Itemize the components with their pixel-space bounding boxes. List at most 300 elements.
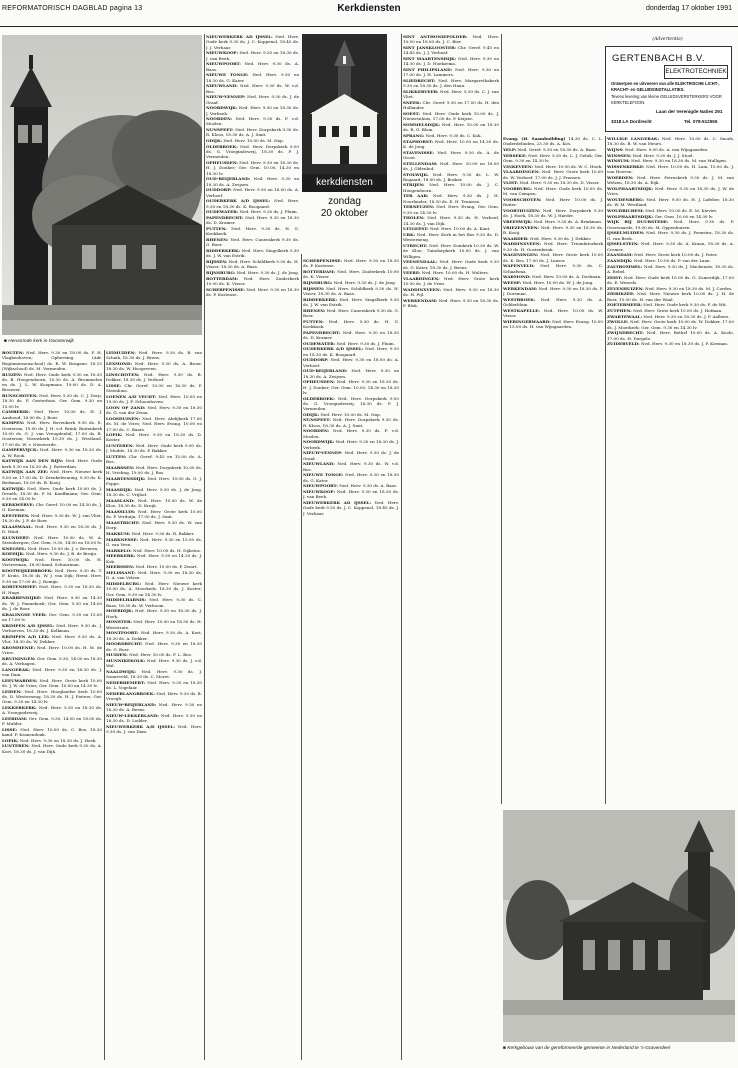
- listing-services: Ned. Herv. 9.30 en 18.30 ds. H. J. Donker; Ger. Gem. 10.00, 14.30 en 18.30 lv.: [303, 379, 399, 395]
- listing-entry: [106, 548, 202, 553]
- listing-entry: [503, 252, 603, 263]
- listing-entry: [403, 276, 499, 287]
- listing-entry: [206, 50, 299, 61]
- listing-place: VEENENDAAL:: [403, 259, 438, 265]
- listing-place: OUDEWATER:: [303, 340, 336, 346]
- listing-place: LOON OP ZAND:: [106, 404, 146, 410]
- listing-place: RHENEN:: [206, 237, 229, 243]
- listing-services: Ned. Herv. 10.00 ds. H. Wolters.: [420, 270, 490, 276]
- listing-place: OUD-BEIJERLAND:: [206, 176, 251, 182]
- listing-services: Ned. Herv. 9.30 ds. J. Dekker.: [528, 235, 592, 241]
- listing-place: MIDDELBURG:: [106, 581, 141, 587]
- listing-place: LEEUWARDEN:: [2, 677, 38, 683]
- listing-services: Ned. Herv. 9.30 ds. A. Kraan, 18.30 ds. A. Cremer.: [607, 241, 734, 252]
- listing-entry: [206, 61, 299, 72]
- listing-services: Ned. Herv. 9.30 ds. J. Sonneveld, 18.30 ds. C. Moret.: [106, 668, 202, 680]
- listing-entry: [303, 472, 399, 483]
- listing-entry: [607, 158, 734, 163]
- listing-place: SCHERPENISSE:: [303, 258, 342, 263]
- listing-services: Ned. Herv. 9.30 en 18.30 ds. J. Hoek.: [106, 608, 202, 619]
- listing-place: NIEUW-BEIJERLAND:: [106, 701, 157, 707]
- listing-services: Ned. Herv. 9.30 en 18.30 ds. H. J. Donker; Ger. Gem. 10.00, 14.30 en 18.30 lv.: [206, 160, 299, 176]
- listing-place: MAKKUM:: [106, 531, 131, 537]
- listing-place: KATWIJK:: [2, 485, 25, 491]
- listing-entry: [106, 465, 202, 476]
- listing-place: BUIZEN:: [2, 371, 23, 377]
- listing-services: Ned. Herv. 9.30 ds. J. B. de Bruijn.: [24, 551, 98, 557]
- listing-place: WINSUM:: [607, 158, 630, 164]
- listing-services: Ned. Herv. 9.30 en 18.30 ds. A. Zwijsen.: [206, 176, 299, 187]
- listing-place: KNEGSEL:: [2, 545, 27, 551]
- listing-services: Ned. Herv. 10.00 ds. J. C. Hoogendoorn.: [403, 182, 499, 193]
- listing-entry: [106, 597, 202, 608]
- listing-entry: [2, 513, 102, 524]
- listing-services: Ned. Herv. 9.30 en 18.30 ds. A. Vroegindeweij.: [2, 704, 102, 716]
- listing-entry: [106, 361, 202, 372]
- listing-services: Ned. Herv. Dorpskerk 9.00 ds. G. Vroegindeweij, 18.30 ds. P. J. Vermeulen.: [206, 143, 299, 160]
- listing-column-5: [503, 136, 603, 804]
- listing-entry: [303, 461, 399, 472]
- listing-services: Ned. Herv. 9.30 ds. R. Bakker.: [130, 531, 195, 537]
- listing-services: Ned. Herv. 10.00 ds. M. Nap.: [319, 411, 382, 417]
- listing-entry: [607, 341, 734, 346]
- listing-place: IJSSELSTEIN:: [607, 241, 639, 247]
- listing-services: Ned. Herv. 10.00 ds. C. Bos, 18.30 kand. P. Kranendonk.: [2, 726, 102, 738]
- listing-services: Ned. Herv. Bethel 10.00 ds. A. Koole, 17.00 ds. H. Dorgelo.: [607, 330, 734, 341]
- listing-services: Ned. Herv. 10.00 en 19.00 ds. J. F. Schoonhoven.: [106, 393, 202, 405]
- listing-services: Ned. Herv. Dorpskerk 9.30 ds. R. Kloos, 18.30 ds. A. J. Smit.: [206, 127, 299, 138]
- listing-place: LEIMUIDEN:: [106, 350, 136, 355]
- listing-place: ZAANDIJK:: [607, 258, 633, 263]
- listing-services: Ned. Herv. Dorpskerk 9.30 ds. J. Hoek, 18.30 ds. W. J. Harder.: [503, 207, 603, 219]
- listing-services: Ned. Herv. 9.30 en 18.30 ds. P. Blok.: [403, 298, 499, 309]
- listing-entry: [106, 713, 202, 724]
- listing-place: LOENEN A/D VECHT:: [106, 393, 157, 399]
- listing-place: SINT PHILIPSLAND:: [403, 66, 453, 72]
- listing-entry: [503, 319, 603, 330]
- listing-services: Ned. Herv. 10.00 ds. C. Snoek, 18.30 ds. B. W. van Meurs.: [607, 136, 734, 147]
- listing-services: Ned. Herv. 9.30 en 17.00 ds. J. H. Lammers.: [403, 66, 499, 78]
- listing-services: Ned. Herv. 9.30 ds. J. de Jong, 18.30 ds. C. Vrijhof.: [106, 487, 202, 498]
- listing-place: ROTTERDAM:: [303, 268, 336, 274]
- listing-entry: [206, 34, 299, 50]
- listing-services: Ned. Herv. 9.30 en 18.30 ds. B. Kooij.: [503, 224, 603, 235]
- listing-place: KESTEREN:: [2, 512, 30, 518]
- listing-place: NIEUWERKERK A/D IJSSEL:: [106, 723, 175, 729]
- listing-place: SINT MAARTENSDIJK:: [403, 55, 457, 61]
- listing-services: Ned. Herv. 9.30 ds. J. de Jong.: [235, 269, 299, 275]
- listing-place: MELISSANT:: [106, 570, 136, 576]
- listing-place: KROMMENIE:: [2, 644, 35, 650]
- listing-services: Ned. Herv. Grote kerk 10.00 ds. W. Dekker, 17.00 ds. J. Moerkerk; Ger. Gem. 9.30 en 14.30 lv.: [607, 319, 734, 330]
- listing-entry: [106, 487, 202, 498]
- listing-services: Ned. Herv. 9.30 ds. A. Brinkman.: [532, 218, 603, 224]
- listing-entry: [403, 89, 499, 100]
- listing-entry: [403, 270, 499, 275]
- listing-entry: [106, 432, 202, 443]
- listing-services: Ned. Herv. Schildkerk 9.30 ds. H. Visser, 18.30 ds. A. Baas.: [206, 258, 299, 270]
- listing-services: Ned. Herv. 10.00 ds. J. Ruiter.: [503, 197, 603, 208]
- listing-place: OUDDORP:: [206, 187, 232, 193]
- listing-entry: [403, 150, 499, 161]
- listing-entry: [303, 346, 399, 357]
- listing-place: WEESP:: [503, 279, 522, 285]
- listing-place: SNEEK:: [403, 99, 422, 105]
- listing-place: LISSE:: [106, 382, 122, 388]
- listing-place: NIEUWKOOP:: [206, 50, 238, 56]
- listing-entry: [206, 72, 299, 83]
- listing-place: STOLWIJK:: [403, 171, 429, 177]
- listing-services: Ned. Herv. Grote kerk 10.00 ds. J. W. de Vries; Ger. Gem. 10.00 en 14.30 lv.: [2, 677, 102, 688]
- listing-place: OLDEBROEK:: [206, 143, 238, 149]
- listing-services: Ned. Herv. 9.30 en 14.30 ds. J. Kok.: [106, 553, 202, 564]
- listing-place: MOORDRECHT:: [106, 641, 143, 647]
- listing-entry: [403, 226, 499, 231]
- column-rule: [401, 34, 402, 1060]
- listing-services: Ned. Herv. Oude kerk 9.30 en 18.30 ds. B. Hoogendoorn, 10.30 ds. A. Brommelen en ds. J. L. W. Koopmans, 19.00 ds. D. A. Brouwer.: [2, 371, 102, 393]
- listing-entry: [403, 161, 499, 172]
- listing-entry: [303, 439, 399, 450]
- listing-place: PAPENDRECHT:: [303, 329, 341, 335]
- listing-place: BUNSCHOTEN:: [2, 393, 38, 399]
- listing-services: Ned. Herv. 10.00 en 18.00 ds. J. C. Bier.: [403, 34, 499, 45]
- listing-entry: [206, 176, 299, 187]
- listing-place: NIEUW-VENNEP:: [206, 94, 246, 100]
- listing-services: Ned. Herv. 10.00 ds. W. A. Steenbergen; Ger. Gem. 9.30, 14.00 en 18.00 lv.: [2, 534, 102, 546]
- listing-place: SLIEDRECHT:: [403, 77, 436, 83]
- listing-place: KAMPEN:: [2, 420, 25, 426]
- listing-place: LOOSDUINEN:: [106, 415, 140, 421]
- listing-entry: [607, 230, 734, 241]
- listing-services: Ned. Herv. 10.00 ds. A. Kant.: [428, 226, 491, 232]
- left-photo-caption: [4, 339, 204, 344]
- listing-services: Ned. Herv. Margarethakerk 9.30 en 18.30 ds. J. den Haan.: [403, 77, 499, 89]
- listing-services: Ned. Herv. 9.30 ds. J. de Graaf.: [303, 450, 399, 461]
- listing-place: VOORSCHOTEN:: [503, 197, 542, 202]
- listing-services: Ned. Herv. Oude kerk 10.00 ds. M. van Campen.: [503, 186, 603, 197]
- listing-services: Ned. Herv. 9.30 ds. J. Verhoeven, 18.30 ds. J. Kolkman.: [2, 622, 102, 633]
- caption-bullet-icon: ■: [503, 1046, 508, 1051]
- listing-services: Ned. Herv. 9.30 en 14.30 ds. W. J. Pannekoek; Ger. Gem. 9.30 en 14.00 ds. J. de Boer.: [2, 595, 102, 611]
- listing-place: CAMBERIK:: [2, 409, 30, 415]
- listing-place: PAPENDRECHT:: [206, 215, 244, 221]
- listing-entry: [106, 658, 202, 669]
- listing-place: RIJNSBURG:: [206, 269, 236, 275]
- listing-services: Ned. Herv. Oude kerk 10.00 ds. G. Zomerdijk, 17.00 ds. E. Wessels.: [607, 274, 734, 285]
- advert-line-4: KERKTELEFOON.: [611, 100, 646, 105]
- listing-entry: [607, 302, 734, 307]
- column-rule: [104, 350, 105, 1060]
- listing-place: LUNTEREN:: [106, 443, 134, 449]
- listing-place: WOUDRICHEM:: [607, 207, 644, 213]
- listing-entry: [2, 546, 102, 551]
- listing-entry: [106, 680, 202, 691]
- listing-services: Ned. Herv. 9.30 en 18.30 ds. D. Lodder.: [106, 712, 202, 724]
- listing-services: Ned. Herv. 9.30 ds. J. Pluim.: [238, 209, 298, 215]
- listing-services: Ned. Herv. Singelkerk 9.30 ds. J. W. van Estrik.: [206, 248, 299, 259]
- listing-services: Ger. Gem. 9.30, 14.00 en 18.30 ds. A. Verhagen.: [2, 655, 102, 666]
- listing-services: Ned. Herv. 10.00 ds. W. Visser.: [503, 307, 603, 318]
- listing-place: VOORTHUIZEN:: [503, 207, 541, 213]
- listing-entry: [403, 67, 499, 78]
- listing-entry: [106, 416, 202, 432]
- listing-services: Ned. Herv. 9.30 ds. L. W. Bogaard, 18.00 ds. J. Bosker.: [403, 171, 499, 182]
- listing-services: Ned. Herv. Dorpskerk 10.00 ds. H. Vrieling, 19.00 ds. J. Bos.: [106, 465, 202, 476]
- listing-column-2: [106, 350, 202, 1060]
- listing-entry: [106, 509, 202, 520]
- listing-services: Ned. Herv. 9.30 ds. W. v.d. Bos.: [303, 461, 399, 472]
- listing-entry: [403, 34, 499, 45]
- listing-entry: [2, 502, 102, 513]
- listing-services: Ned. Herv. 9.30 en 18.30 ds. D. Koster.: [106, 432, 202, 443]
- listing-entry: [607, 219, 734, 230]
- listing-entry: [403, 259, 499, 270]
- listing-services: Ned. Herv. 9.30 en 18.30 ds. J. Verbeek.: [206, 105, 299, 116]
- listing-services: Ned. Herv. Oude kerk 9.30 ds. A. Kort, 18.30 ds. J. van Dijk.: [2, 743, 102, 754]
- listing-entry: [2, 634, 102, 645]
- advert-line-3: Tevens levering van kleine GELUIDSVERSTERKERS VOOR: [611, 94, 722, 99]
- advertisement-gertenbach: [605, 46, 732, 132]
- listing-services: Chr. Geref. 9.45 en 15.00 ds. A. Bos.: [106, 454, 202, 465]
- listing-services: Ned. Herv. Cunerakerk 9.30 ds. G. Boer.: [206, 237, 299, 248]
- listing-place: KRIMPEN A/D LEK:: [2, 633, 50, 639]
- advert-city: 3318 LA Dordrecht: [611, 119, 652, 124]
- advert-phone: Tel. 078-512555: [684, 119, 718, 124]
- feature-title: kerkdiensten: [302, 174, 387, 192]
- listing-services: Ned. Herv. 9.30 ds. B. Vroegh.: [106, 690, 202, 702]
- listing-place: WESTBROEK:: [503, 296, 536, 302]
- column-rule: [605, 136, 606, 804]
- listing-place: NUNSPEET:: [303, 417, 331, 423]
- listing-services: Ned. Herv. Grote kerk 10.00 ds. P. Verduijn, 17.00 ds. J. Smit.: [106, 509, 202, 520]
- listing-place: LOPIK:: [106, 432, 123, 438]
- listing-entry: [503, 297, 603, 308]
- listing-services: Ned. Herv. 10.00 ds. M. Nap.: [222, 138, 285, 144]
- listing-services: Ned. Herv. 9.30 en 18.30 ds. J. P. Aalbers.: [642, 313, 730, 319]
- listing-services: Ned. Herv. 9.30 ds. A. Broer, 18.30 ds. W. Hoogeveen.: [106, 360, 202, 372]
- listing-services: Ned. Herv. 9.30 en 18.30 ds. D. Kramer.: [206, 215, 299, 226]
- listing-place: ZAANDAM:: [607, 252, 633, 258]
- feature-subtitle-date: 20 oktober: [320, 208, 369, 219]
- listing-place: SOMMELSDIJK:: [403, 121, 441, 127]
- listing-entry: [106, 570, 202, 581]
- listing-services: Ned. Herv. Singelkerk 9.30 ds. J. W. van Estrik.: [303, 296, 399, 307]
- listing-place: ZOETERMEER:: [607, 302, 642, 308]
- listing-place: VEERE:: [403, 270, 421, 276]
- listing-services: Ned. Herv. 9.00 ds. H. J. Lafeber, 18.30 ds. W. M. Westland.: [607, 197, 734, 208]
- listing-services: Ned. Herv. 9.30 en 18.30 ds. K. Boogaard.: [206, 198, 299, 209]
- listing-place: OLDEBROEK:: [303, 395, 335, 401]
- listing-services: Ned. Herv. 10.00 ds. J. v. Beveren.: [26, 545, 99, 551]
- listing-entry: [303, 412, 399, 417]
- listing-place: ODIJK:: [303, 411, 320, 417]
- listing-place: VLAARDINGEN:: [403, 276, 440, 282]
- listing-services: Ned. Herv. 9.30 ds. A. de Groot.: [403, 149, 499, 160]
- listing-entry: [403, 133, 499, 138]
- advert-label: (Advertentie): [652, 37, 683, 42]
- listing-entry: [106, 652, 202, 657]
- listing-services: Ned. Herv. Cunerakerk 9.30 ds. G. Boer.: [303, 307, 399, 318]
- listing-place: WADDINXVEEN:: [503, 241, 541, 247]
- listing-services: Ned. Herv. 9.30 en 15.00 ds. G. van Veen.: [106, 536, 202, 548]
- listing-entry: [2, 409, 102, 420]
- listing-entry: [503, 153, 603, 164]
- listing-place: WIJK BIJ DUURSTEDE:: [607, 219, 669, 225]
- listing-services: Chr. Geref. 9.45 en 14.45 ds. J. J. Verhoef.: [403, 44, 499, 56]
- listing-entry: [106, 394, 202, 405]
- listing-entry: [303, 417, 399, 428]
- listing-services: Ned. Herv. Oude kerk 10.00 ds. J. Drenth, 18.30 ds. P. M. Kauffmann; Ger. Gem. 9.30 en 14.00 lv.: [2, 485, 102, 502]
- listing-entry: [106, 581, 202, 597]
- listing-place: LUNTEREN:: [2, 743, 30, 749]
- listing-services: Ned. Herv. 9.30 ds. C. J. van Vliet.: [403, 88, 499, 100]
- listing-services: Ned. Herv. 10.00 ds. W. C. Hoek.: [533, 163, 603, 169]
- listing-entry: [503, 263, 603, 274]
- listing-services: Ned. Herv. 9.30 en 18.30 ds. G. Kater.: [303, 472, 399, 483]
- listing-entry: [607, 186, 734, 197]
- feature-block: [302, 34, 387, 254]
- listing-place: NIEUWERKERK AD IJSSEL:: [206, 34, 273, 39]
- listing-place: IJSSELMUIDEN:: [607, 230, 645, 236]
- listing-services: Ned. Herv. 9.30 en 14.30 ds. J. D. Hoekzema.: [403, 55, 499, 67]
- listing-services: Ned. Herv. Evang. 10.00 en 15.00 ds. H. van Wijngaarden.: [503, 318, 603, 329]
- listing-entry: [503, 180, 603, 185]
- listing-services: Ned. Herv. 9.30 en 18.30 ds. J. Verbeek.: [303, 439, 399, 450]
- listing-entry: [2, 535, 102, 546]
- listing-entry: [303, 286, 399, 297]
- listing-services: Ned. Herv. 9.30 ds. W. J. van Vliet, 18.30 ds. J. P. de Boer.: [2, 512, 102, 524]
- listing-entry: [106, 405, 202, 416]
- header-publication: REFORMATORISCH DAGBLAD pagina 13: [2, 5, 143, 12]
- listing-place: KATWIJK AAN DEN RIJN:: [2, 458, 64, 464]
- listing-services: Ned. Herv. 9.30 en 18.30 ds. J. W. de Vries.: [607, 186, 734, 197]
- listing-place: GAMPERVIJCK:: [2, 447, 39, 453]
- listing-services: Ned. Herv. Bovenkerk 9.00 ds. E. Oosterom, 19.00 ds. J. H. v.d. Brink; Buitenkerk 10.00 ds. G. J. van Vreugdenhil, 17.00 ds. B. Oosterom; Nieuwkerk 19.30 ds. J. Westland, 17.00 ds. W. v. Nieuwerde.: [2, 420, 102, 447]
- listing-entry: [607, 319, 734, 330]
- listing-place: BOUTEN:: [2, 350, 24, 355]
- listing-services: Ned. Herv. Zuiderkerk 10.00 ds. K. Visser.: [206, 275, 299, 286]
- listing-column-3b: [303, 258, 399, 1060]
- listing-place: WOLPHAARTSDIJK:: [607, 213, 654, 219]
- listing-entry: [206, 276, 299, 287]
- listing-entry: [2, 716, 102, 727]
- listing-place: MONSTER:: [106, 619, 132, 625]
- listing-place: SPRANG:: [403, 132, 425, 138]
- header-date: donderdag 17 oktober 1991: [645, 5, 732, 12]
- listing-place: OUDDORP:: [303, 357, 329, 363]
- listing-place: VLIST:: [503, 180, 519, 186]
- listing-entry: [303, 308, 399, 319]
- listing-entry: [106, 520, 202, 531]
- listing-entry: [106, 619, 202, 630]
- listing-services: Ned. Herv. 9.30 ds. J. de Graaf.: [206, 94, 299, 105]
- listing-place: MAARTENSDIJK:: [106, 476, 146, 482]
- listing-entry: [303, 280, 399, 285]
- listing-services: Ned. Herv. 9.30 en 18.30 ds. P. J. Dorsman.: [503, 285, 603, 296]
- listing-entry: [303, 500, 399, 516]
- listing-place: KOOTWIJKERBROEK:: [2, 568, 53, 574]
- listing-services: Ned. Herv. Grote kerk 10.00 ds. W. Verhoef, 17.00 ds. J. J. Fransen.: [503, 169, 603, 180]
- listing-services: Ned. Herv. Oude kerk 10.00 ds. J. Nieuwenhuis, 17.00 ds. P. Keijzer.: [403, 110, 499, 122]
- listing-entry: [2, 727, 102, 738]
- listing-place: RIJSSEN:: [206, 258, 228, 264]
- listing-place: MAASSLUIS:: [106, 509, 136, 515]
- listing-entry: [2, 551, 102, 556]
- listing-services: Ned. Herv. 10.00 ds. H. J. Aanhoud, 18.00 ds. J. Bout.: [2, 409, 102, 420]
- listing-entry: [206, 209, 299, 214]
- listing-place: WESTKAPELLE:: [503, 307, 540, 313]
- listing-entry: [2, 486, 102, 502]
- listing-services: Ned. Herv. 10.00 ds. W. de Kloe, 18.30 ds. D. Kruijt.: [106, 498, 202, 509]
- listing-place: WINSSEN:: [607, 152, 632, 158]
- listing-services: Ned. Herv. 9.30 ds. J. de Jong.: [332, 279, 396, 285]
- listing-place: WADDINXVEEN:: [403, 287, 441, 293]
- listing-services: Chr. Geref. 10.00 en 14.30 ds. J. G. Koeman.: [2, 501, 102, 513]
- listing-services: Ned. Herv. 9.30 en 18.30 ds. A. Beens.: [106, 701, 202, 713]
- listing-entry: [503, 241, 603, 252]
- listing-entry: [303, 258, 399, 269]
- listing-services: Ned. Herv. Nieuwe kerk 10.00 ds. A. Moerkerk, 18.30 ds. J. Koster; Ger. Gem. 9.30 en 14.30 lv.: [106, 581, 202, 597]
- listing-services: Ned. Herv. 9.30 ds. W. van Dorp.: [106, 520, 202, 531]
- listing-services: Ned. Herv. 9.30 ds. C. Baas, 18.30 ds. W. Verboom.: [106, 597, 202, 608]
- listing-place: WAPENVELD:: [503, 263, 535, 269]
- listing-entry: [2, 705, 102, 716]
- listing-place: NOORDWIJK:: [206, 105, 238, 111]
- listing-services: Ned. Herv. 9.30 en 18.00 ds. A. Verhoef.: [303, 357, 399, 368]
- listing-place: MAARSSEN:: [106, 465, 135, 471]
- listing-services: Ned. Herv. 10.00 en 18.00 ds. J. Oldenhof.: [403, 160, 499, 171]
- listing-entry: [106, 724, 202, 735]
- listing-entry: [206, 127, 299, 138]
- listing-entry: [206, 198, 299, 209]
- listing-entry: [607, 252, 734, 257]
- listing-entry: [403, 78, 499, 89]
- listing-entry: [206, 138, 299, 143]
- listing-place: MIDDELHARNIS:: [106, 597, 147, 603]
- listing-entry: [503, 286, 603, 297]
- listing-entry: [106, 476, 202, 487]
- listing-services: Ned. Herv. 9.30 ds. F. v.d. Moolen.: [206, 116, 299, 127]
- listing-services: Ned. Herv. 9.30 ds. J. H. Noorlander, 18.30 ds. E. H. Teunisse.: [403, 193, 499, 204]
- listing-place: VOORBURG:: [503, 186, 533, 192]
- listing-entry: [403, 298, 499, 309]
- listing-entry: [503, 274, 603, 279]
- listing-entry: [2, 584, 102, 595]
- listing-entry: [2, 524, 102, 535]
- listing-place: KOEDIJK:: [2, 551, 25, 557]
- listing-services: Ned. Herv. Grote kerk 10.00 ds. K. Bos, 17.00 ds. J. Lanser.: [503, 252, 603, 263]
- listing-place: LUTTEN:: [106, 454, 127, 460]
- listing-place: WAGENINGEN:: [503, 252, 539, 258]
- listing-place: MARKELO:: [106, 547, 132, 553]
- listing-entry: [106, 454, 202, 465]
- listing-place: LEIDEN:: [2, 688, 22, 694]
- listing-services: Ned. Herv. 9.30 ds. H. G. Koekkoek.: [303, 318, 399, 329]
- listing-entry: [206, 105, 299, 116]
- listing-place: NIEUW-VENNEP:: [303, 450, 343, 456]
- listing-services: Chr. Geref. 9.30 en 17.00 ds. H. den Hollander.: [403, 99, 499, 111]
- listing-place: ODIJK:: [206, 138, 223, 144]
- bottom-photo-caption-text: Kerkgebouw van de gereformeerde gemeente in Nederland te 's-Gravendeel: [507, 1046, 671, 1051]
- listing-services: Ned. Herv. 9.30 en 18.30 ds. K. Boogaard.: [303, 346, 399, 357]
- listing-place: RHENEN:: [303, 307, 326, 313]
- listing-place: WOLPHAARTSDIJK:: [607, 186, 654, 192]
- listing-place: OUDEWATER:: [206, 209, 239, 215]
- listing-entry: [403, 243, 499, 259]
- listing-services: Ned. Herv. 9.30 ds. P. Ossewaarde, 19.00 ds. M. Oppenhuizen.: [607, 219, 734, 230]
- listing-entry: [403, 139, 499, 150]
- caption-bullet-icon: ■: [4, 339, 9, 344]
